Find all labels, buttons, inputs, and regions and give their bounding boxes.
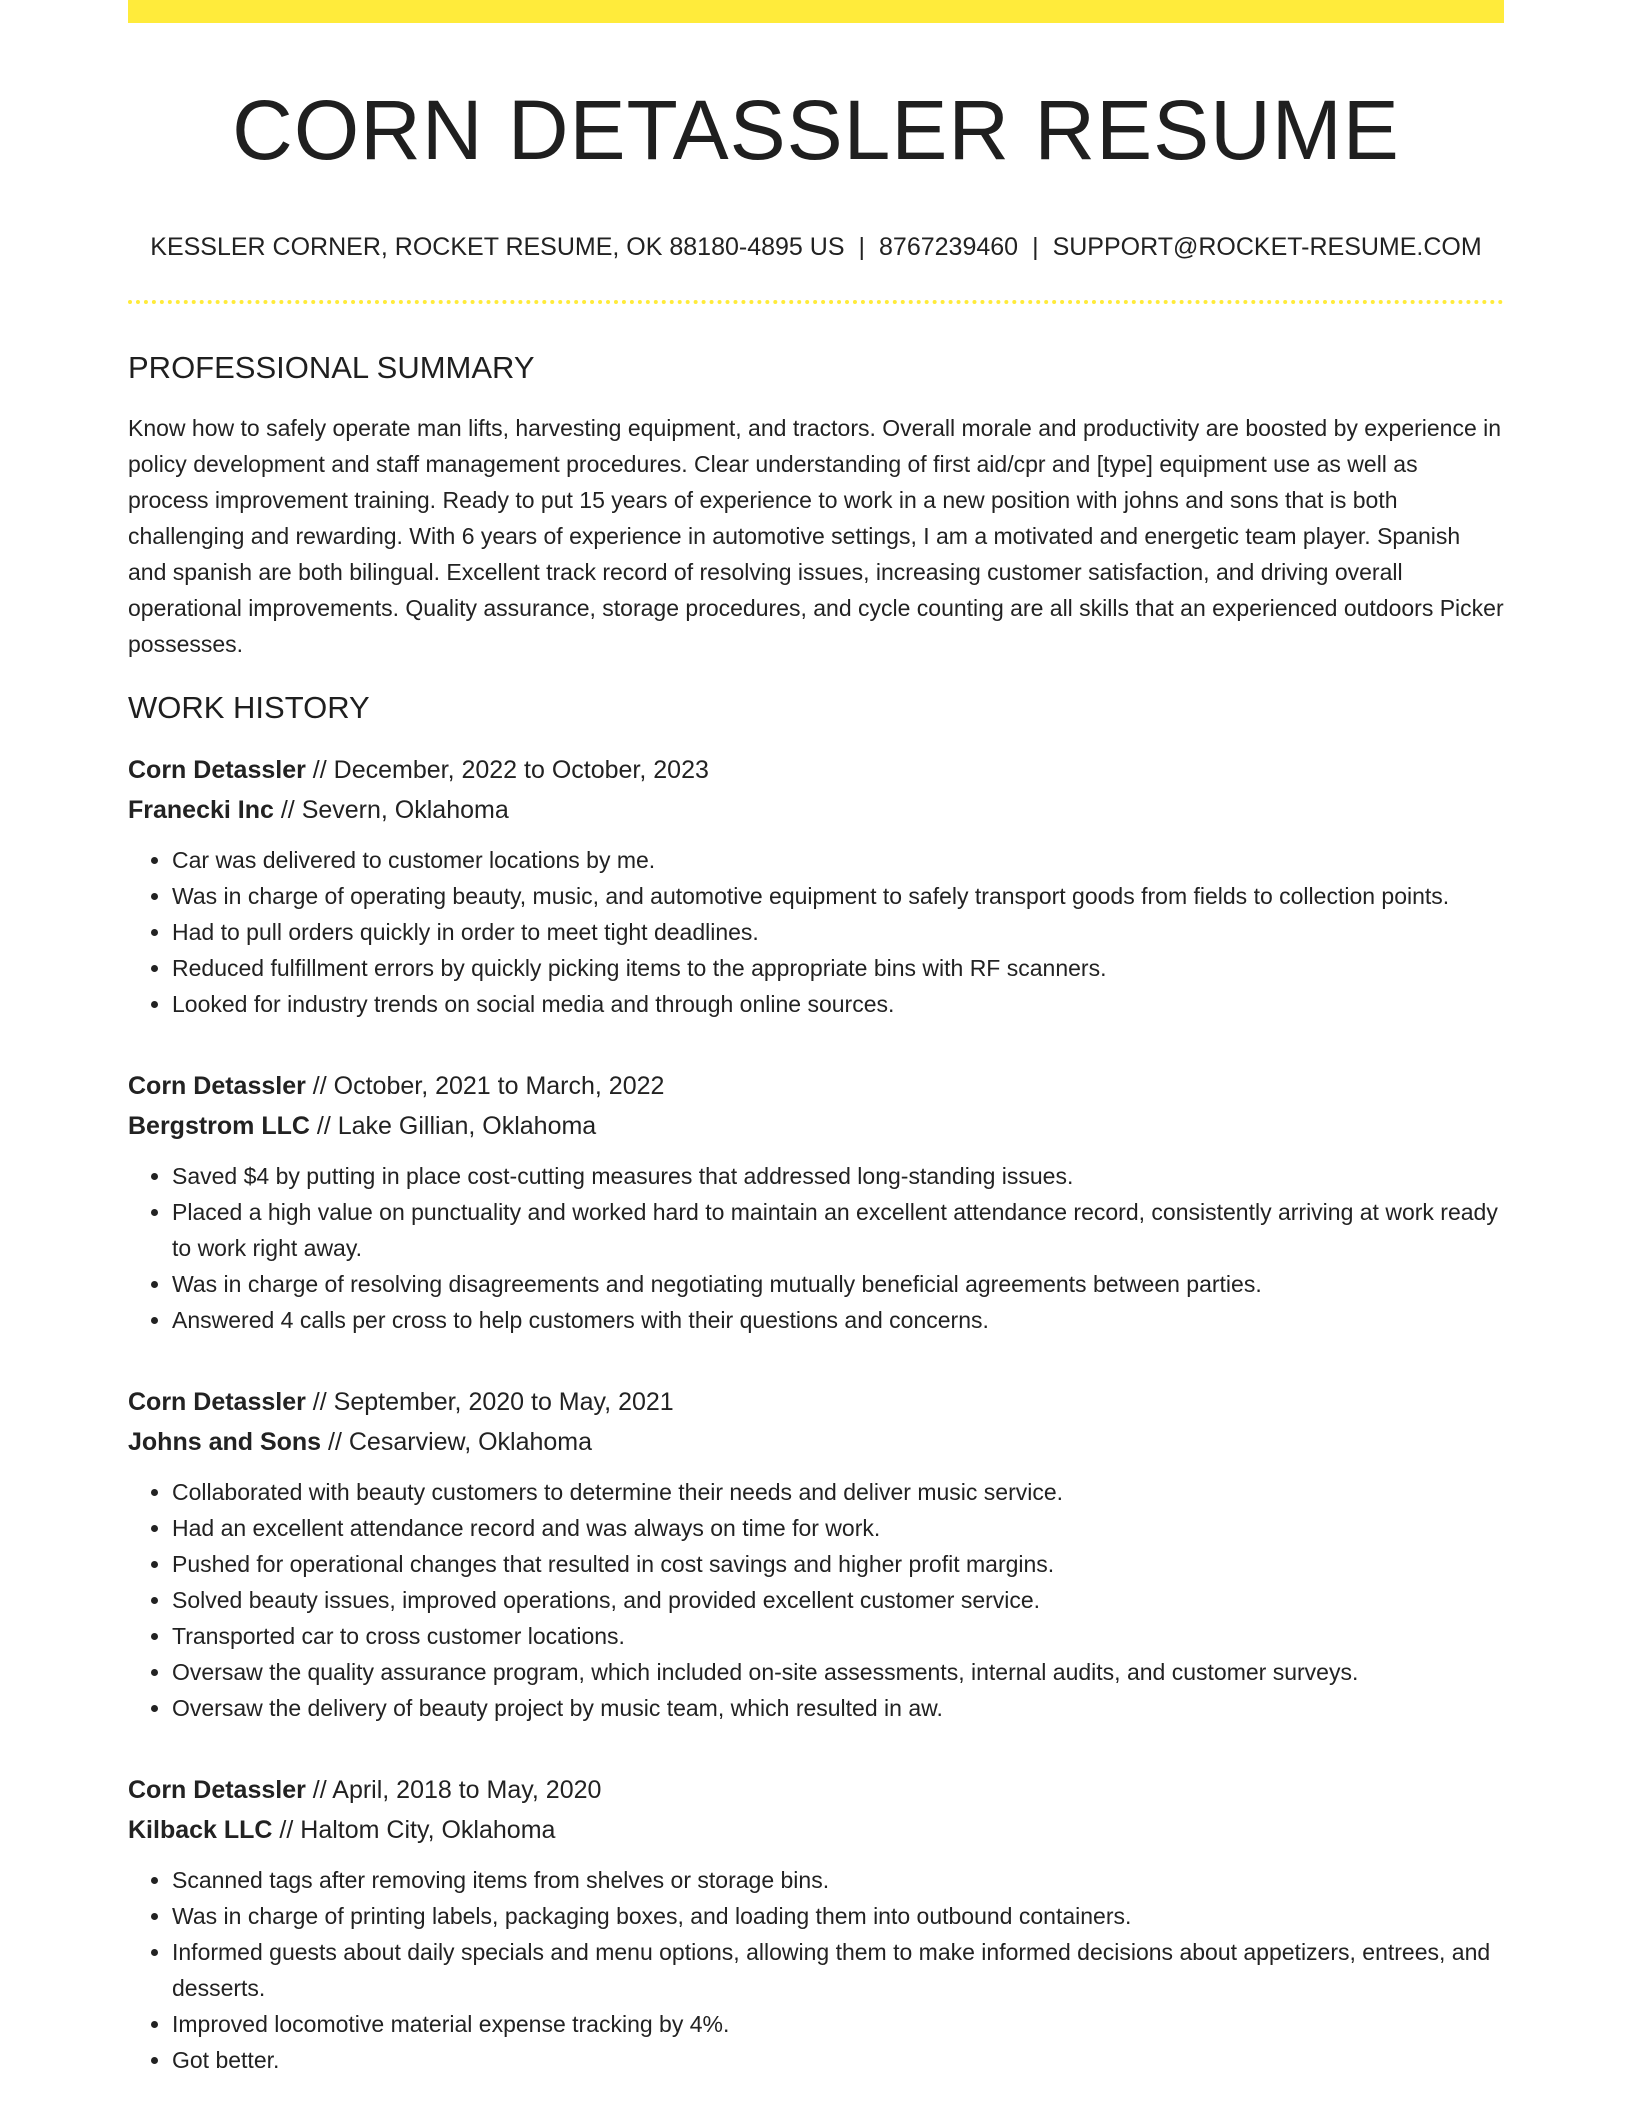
job-company-line [128, 1810, 1504, 1850]
duty-item: • Answered 4 calls per cross to help customers with their questions and concerns. [172, 1302, 1504, 1338]
job-location: // Haltom City, Oklahoma [272, 1816, 556, 1844]
contact-separator: | [858, 233, 866, 261]
job-dates: // October, 2021 to March, 2022 [305, 1072, 665, 1100]
summary-text: Know how to safely operate man lifts, harvesting equipment, and tractors. Overall morale and productivity are boosted by experience in policy development and staff management procedures. Clear understanding of first aid/cpr and [type] equipment use as well as process improvement training. Ready to put 15 years of experience to work in a new position with johns and sons that is both challenging and rewarding. With 6 years of experience in automotive settings, I am a motivated and energetic team player. Spanish and spanish are both bilingual. Excellent track record of resolving issues, increasing customer satisfaction, and driving overall operational improvements. Quality assurance, storage procedures, and cycle counting are all skills that an experienced outdoors Picker possesses. [128, 415, 1504, 657]
duty-item: • Had to pull orders quickly in order to meet tight deadlines. [172, 914, 1504, 950]
job-company-line [128, 1422, 1504, 1462]
contact-phone: 8767239460 [879, 233, 1019, 261]
contact-line [128, 232, 1504, 262]
resume-content [128, 0, 1504, 2078]
summary-heading: PROFESSIONAL SUMMARY [128, 350, 535, 385]
work-history-heading: WORK HISTORY [128, 690, 370, 725]
job-dates: // December, 2022 to October, 2023 [305, 756, 709, 784]
duty-item: • Improved locomotive material expense tracking by 4%. [172, 2006, 1504, 2042]
job-title: Corn Detassler [128, 1388, 306, 1416]
duty-item: • Was in charge of resolving disagreements and negotiating mutually beneficial agreements between parties. [172, 1266, 1504, 1302]
duty-item: • Reduced fulfillment errors by quickly picking items to the appropriate bins with RF scanners. [172, 950, 1504, 986]
duty-item: • Oversaw the quality assurance program, which included on-site assessments, internal audits, and customer surveys. [172, 1654, 1504, 1690]
duty-item: • Transported car to cross customer locations. [172, 1618, 1504, 1654]
job-dates: // April, 2018 to May, 2020 [305, 1776, 602, 1804]
duty-item: • Was in charge of printing labels, packaging boxes, and loading them into outbound containers. [172, 1898, 1504, 1934]
job-title-line [128, 1770, 1504, 1810]
duty-item: • Pushed for operational changes that resulted in cost savings and higher profit margins. [172, 1546, 1504, 1582]
duty-item: • Informed guests about daily specials and menu options, allowing them to make informed decisions about appetizers, entrees, and desserts. [172, 1934, 1504, 2006]
job-company: Kilback LLC [128, 1816, 273, 1844]
duty-item: • Solved beauty issues, improved operations, and provided excellent customer service. [172, 1582, 1504, 1618]
job-dates: // September, 2020 to May, 2021 [305, 1388, 674, 1416]
job-title-line [128, 1382, 1504, 1422]
job-duties [128, 842, 1504, 1022]
job-entry [128, 1382, 1504, 1726]
contact-separator: | [1032, 233, 1039, 261]
duty-item: • Got better. [172, 2042, 1504, 2078]
job-company: Bergstrom LLC [128, 1112, 310, 1140]
job-title: Corn Detassler [128, 756, 306, 784]
dotted-divider [128, 300, 1504, 304]
contact-email: SUPPORT@ROCKET-RESUME.COM [1052, 233, 1482, 261]
job-entry [128, 750, 1504, 1022]
job-duties [128, 1158, 1504, 1338]
job-company: Franecki Inc [128, 796, 274, 824]
duty-item: • Collaborated with beauty customers to determine their needs and deliver music service. [172, 1474, 1504, 1510]
job-duties [128, 1862, 1504, 2078]
job-company-line [128, 1106, 1504, 1146]
duty-item: • Car was delivered to customer locations by me. [172, 842, 1504, 878]
resume-title: CORN DETASSLER RESUME [232, 83, 1400, 177]
work-history-list [128, 750, 1504, 2078]
job-title: Corn Detassler [128, 1072, 306, 1100]
job-company-line [128, 790, 1504, 830]
duty-item: • Scanned tags after removing items from shelves or storage bins. [172, 1862, 1504, 1898]
job-entry [128, 1770, 1504, 2078]
job-title: Corn Detassler [128, 1776, 306, 1804]
job-location: // Lake Gillian, Oklahoma [309, 1112, 597, 1140]
duty-item: • Oversaw the delivery of beauty project by music team, which resulted in aw. [172, 1690, 1504, 1726]
job-title-line [128, 1066, 1504, 1106]
contact-address: KESSLER CORNER, ROCKET RESUME, OK 88180-4895 US [150, 233, 845, 261]
job-location: // Severn, Oklahoma [273, 796, 509, 824]
job-company: Johns and Sons [128, 1428, 322, 1456]
job-title-line [128, 750, 1504, 790]
job-location: // Cesarview, Oklahoma [321, 1428, 593, 1456]
job-duties [128, 1474, 1504, 1726]
duty-item: • Had an excellent attendance record and was always on time for work. [172, 1510, 1504, 1546]
duty-item: • Saved $4 by putting in place cost-cutting measures that addressed long-standing issues. [172, 1158, 1504, 1194]
duty-item: • Was in charge of operating beauty, music, and automotive equipment to safely transport goods from fields to collection points. [172, 878, 1504, 914]
duty-item: • Looked for industry trends on social media and through online sources. [172, 986, 1504, 1022]
duty-item: • Placed a high value on punctuality and worked hard to maintain an excellent attendance record, consistently arriving at work ready to work right away. [172, 1194, 1504, 1266]
job-entry [128, 1066, 1504, 1338]
